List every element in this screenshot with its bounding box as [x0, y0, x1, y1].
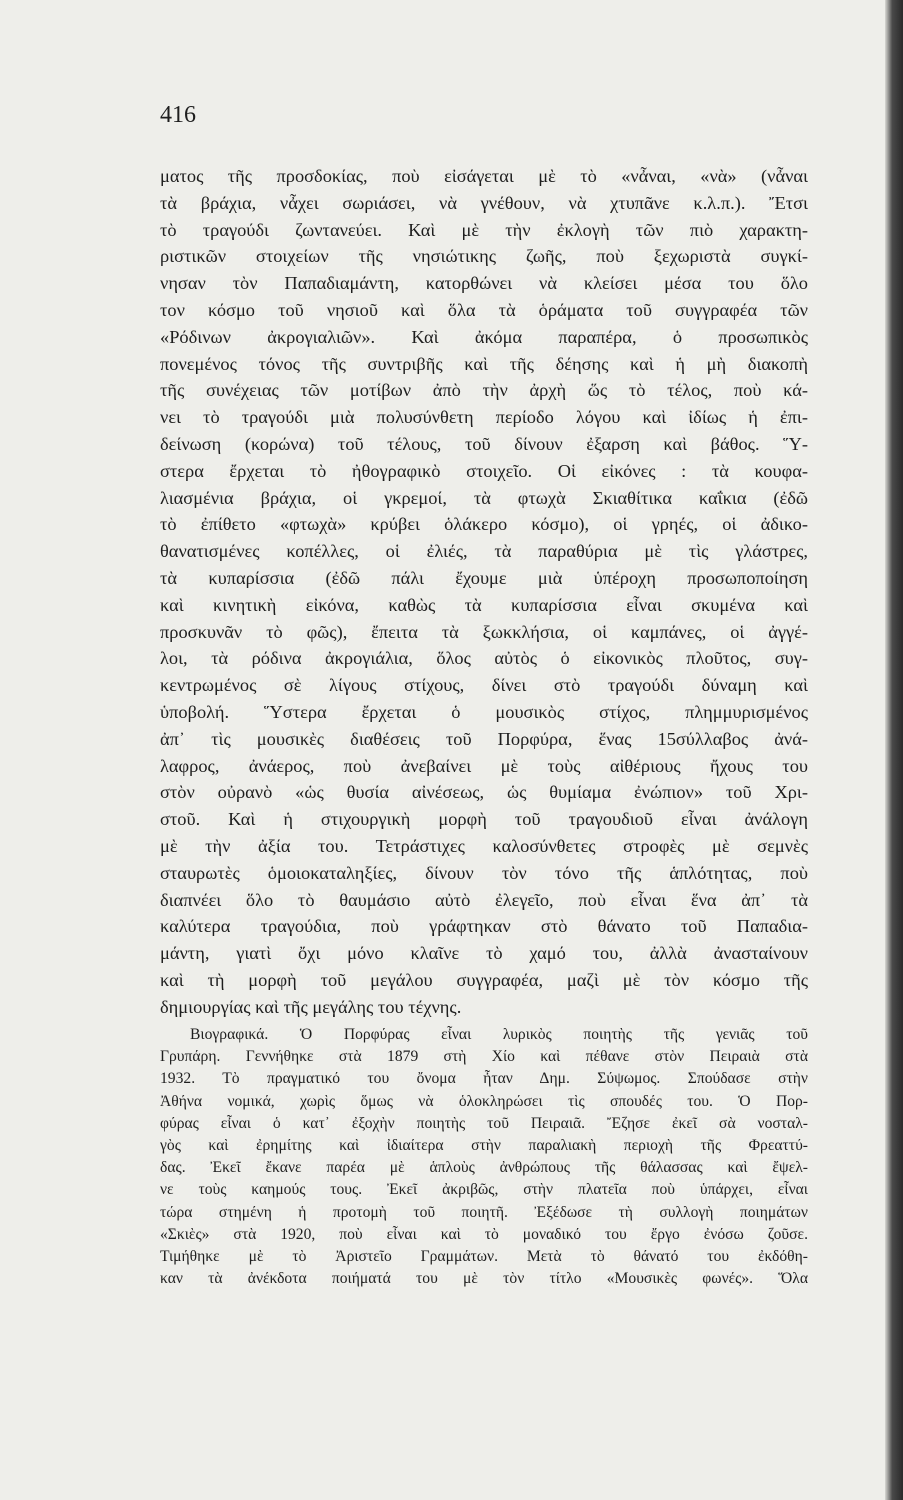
text-line: γὸς καὶ ἐρημίτης καὶ ἰδιαίτερα στὴν παραλιακὴ περιοχὴ τῆς Φρεαττύ- [160, 1136, 808, 1154]
text-line: Βιογραφικά. Ὁ Πορφύρας εἶναι λυρικὸς ποιητὴς τῆς γενιᾶς τοῦ [190, 1026, 808, 1043]
text-line: στοῦ. Καὶ ἡ στιχουργικὴ μορφὴ τοῦ τραγουδιοῦ εἶναι ἀνάλογη [160, 809, 808, 830]
main-paragraph [160, 163, 808, 1021]
text-line: τον κόσμο τοῦ νησιοῦ καὶ ὅλα τὰ ὁράματα τοῦ συγγραφέα τῶν [160, 299, 808, 320]
text-line: λοι, τὰ ρόδινα ἀκρογιάλια, ὅλος αὐτὸς ὁ εἰκονικὸς πλοῦτος, συγ- [160, 648, 808, 669]
text-line: σταυρωτὲς ὁμοιοκαταληξίες, δίνουν τὸν τόνο τῆς ἁπλότητας, ποὺ [160, 862, 808, 883]
text-line: ὑποβολή. Ὕστερα ἔρχεται ὁ μουσικὸς στίχος, πλημμυρισμένος [160, 701, 808, 722]
text-line: Γρυπάρη. Γεννήθηκε στὰ 1879 στὴ Χίο καὶ πέθανε στὸν Πειραιὰ στὰ [160, 1048, 808, 1066]
text-line: νει τὸ τραγούδι μιὰ πολυσύνθετη περίοδο λόγου καὶ ἰδίως ἡ ἐπι- [160, 407, 808, 428]
text-line: λαφρος, ἀνάερος, ποὺ ἀνεβαίνει μὲ τοὺς αἰθέριους ἤχους του [160, 755, 808, 776]
text-line: στὸν οὐρανὸ «ὡς θυσία αἰνέσεως, ὡς θυμίαμα ἐνώπιον» τοῦ Χρι- [160, 782, 808, 803]
biography-paragraph [160, 1024, 808, 1290]
text-line: καὶ κινητικὴ εἰκόνα, καθὼς τὰ κυπαρίσσια εἶναι σκυμένα καὶ [160, 594, 808, 615]
text-line: Ἀθήνα νομικά, χωρὶς ὅμως νὰ ὁλοκληρώσει τὶς σπουδές του. Ὁ Πορ- [160, 1092, 808, 1110]
text-line: ματος τῆς προσδοκίας, ποὺ εἰσάγεται μὲ τὸ «νἆναι, «νὰ» (νἆναι [160, 166, 808, 186]
text-line: νησαν τὸν Παπαδιαμάντη, κατορθώνει νὰ κλείσει μέσα του ὅλο [160, 273, 808, 294]
text-line: καλύτερα τραγούδια, ποὺ γράφτηκαν στὸ θάνατο τοῦ Παπαδια- [160, 916, 808, 937]
text-line: κεντρωμένος σὲ λίγους στίχους, δίνει στὸ τραγούδι δύναμη καὶ [160, 675, 808, 696]
text-line: καὶ τὴ μορφὴ τοῦ μεγάλου συγγραφέα, μαζὶ μὲ τὸν κόσμο τῆς [160, 969, 808, 990]
text-line: καν τὰ ἀνέκδοτα ποιήματά του μὲ τὸν τίτλο «Μουσικὲς φωνές». Ὅλα [160, 1270, 808, 1288]
text-line: δημιουργίας καὶ τῆς μεγάλης του τέχνης. [160, 996, 462, 1017]
text-line: τὸ τραγούδι ζωντανεύει. Καὶ μὲ τὴν ἐκλογὴ τῶν πιὸ χαρακτη- [160, 219, 808, 240]
text-line: νε τοὺς καημούς τους. Ἐκεῖ ἀκριβῶς, στὴν πλατεῖα ποὺ ὑπάρχει, εἶναι [160, 1181, 808, 1199]
text-line: λιασμένια βράχια, οἱ γκρεμοί, τὰ φτωχὰ Σκιαθίτικα καΐκια (ἐδῶ [160, 487, 808, 508]
text-line: τὸ ἐπίθετο «φτωχὰ» κρύβει ὁλάκερο κόσμο), οἱ γρηές, οἱ ἀδικο- [160, 514, 808, 535]
text-line: ριστικῶν στοιχείων τῆς νησιώτικης ζωῆς, ποὺ ξεχωριστὰ συγκί- [160, 246, 808, 267]
text-line: ἀπ᾽ τὶς μουσικὲς διαθέσεις τοῦ Πορφύρα, ἕνας 15σύλλαβος ἀνά- [160, 728, 808, 749]
text-line: τῆς συνέχειας τῶν μοτίβων ἀπὸ τὴν ἀρχὴ ὥς τὸ τέλος, ποὺ κά- [160, 380, 808, 401]
text-line: στερα ἔρχεται τὸ ἠθογραφικὸ στοιχεῖο. Οἱ εἰκόνες : τὰ κουφα- [160, 460, 808, 481]
text-line: πονεμένος τόνος τῆς συντριβῆς καὶ τῆς δέησης καὶ ἡ μὴ διακοπὴ [160, 353, 808, 374]
text-line: προσκυνᾶν τὸ φῶς), ἔπειτα τὰ ξωκκλήσια, οἱ καμπάνες, οἱ ἀγγέ- [160, 621, 808, 642]
text-line: μὲ τὴν ἀξία του. Τετράστιχες καλοσύνθετες στροφὲς μὲ σεμνὲς [160, 835, 808, 856]
text-line: διαπνέει ὅλο τὸ θαυμάσιο αὐτὸ ἐλεγεῖο, ποὺ εἶναι ἕνα ἀπ᾽ τὰ [160, 889, 808, 910]
text-line: δας. Ἐκεῖ ἔκανε παρέα μὲ ἁπλοὺς ἀνθρώπους τῆς θάλασσας καὶ ἔψελ- [160, 1159, 808, 1177]
text-line: «Σκιὲς» στὰ 1920, ποὺ εἶναι καὶ τὸ μοναδικό του ἔργο ἐνόσω ζοῦσε. [160, 1225, 808, 1243]
text-line: 1932. Τὸ πραγματικό του ὄνομα ἦταν Δημ. Σύψωμος. Σπούδασε στὴν [160, 1070, 808, 1088]
text-line: Τιμήθηκε μὲ τὸ Ἀριστεῖο Γραμμάτων. Μετὰ τὸ θάνατό του ἐκδόθη- [160, 1247, 808, 1265]
text-line: τώρα στημένη ἡ προτομὴ τοῦ ποιητῆ. Ἐξέδωσε τὴ συλλογὴ ποιημάτων [160, 1203, 808, 1221]
page-binding-edge [885, 0, 903, 1500]
text-line: τὰ κυπαρίσσια (ἐδῶ πάλι ἔχουμε μιὰ ὑπέροχη προσωποποίηση [160, 567, 808, 588]
text-line: θανατισμένες κοπέλλες, οἱ ἐλιές, τὰ παραθύρια μὲ τὶς γλάστρες, [160, 541, 808, 562]
text-line: δείνωση (κορώνα) τοῦ τέλους, τοῦ δίνουν ἐξαρση καὶ βάθος. Ὕ- [160, 433, 808, 454]
text-line: μάντη, γιατὶ ὄχι μόνο κλαῖνε τὸ χαμό του, ἀλλὰ ἀνασταίνουν [160, 943, 808, 964]
page-number: 416 [160, 102, 196, 128]
text-line: «Ρόδινων ἀκρογιαλιῶν». Καὶ ἀκόμα παραπέρα, ὁ προσωπικὸς [160, 326, 808, 347]
text-line: φύρας εἶναι ὁ κατ᾽ ἐξοχὴν ποιητὴς τοῦ Πειραιᾶ. Ἔζησε ἐκεῖ σὰ νοσταλ- [160, 1114, 808, 1132]
text-line: τὰ βράχια, νἆχει σωριάσει, νὰ γνέθουν, νὰ χτυπᾶνε κ.λ.π.). Ἔτσι [160, 192, 808, 213]
